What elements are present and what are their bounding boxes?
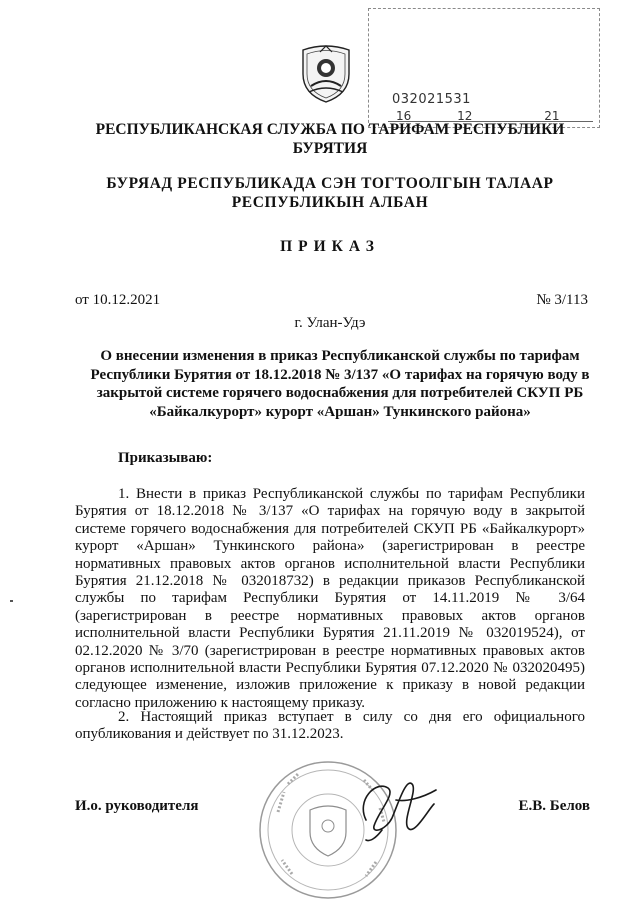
registration-day: 16 (396, 109, 412, 123)
order-date: от 10.12.2021 (75, 292, 161, 308)
agency-name-bua-line1: БУРЯАД РЕСПУБЛИКАДА СЭН ТОГТООЛГЫН ТАЛААР (106, 175, 554, 192)
registration-year: 21 (544, 109, 560, 123)
handwritten-signature (336, 760, 454, 845)
registration-month: 12 (457, 109, 473, 123)
registration-number: 032021531 (392, 92, 471, 107)
paragraph-1: 1. Внести в приказ Республиканской службы по тарифам Республики Бурятия от 18.12.2018 № 3/137 «О тарифах на горячую воду в закрытой системе горячего водоснабжения для потребителей СКУП РБ «Байкалкурорт» курорт «Аршан» Тункинского района» (зарегистрирован в реестре нормативных правовых актов органов исполнительной власти Республики Бурятия 21.12.2018 № 032018732) в редакции приказов Республиканской службы по тарифам Республики Бурятия от 14.11.2019 № 3/64 (зарегистрирован в реестре нормативных правовых актов органов исполнительной власти Республики Бурятия 21.11.2019 № 032019524), от 02.12.2020 № 3/70 (зарегистрирован в реестре нормативных правовых актов органов исполнительной власти Республики Бурятия 07.12.2020 № 032020495) следующее изменение, изложив приложение к приказу в новой редакции согласно приложению к настоящему приказу. (75, 486, 585, 711)
order-directive: Приказываю: (118, 450, 213, 466)
order-city: г. Улан-Удэ (294, 315, 366, 331)
coat-of-arms-icon (297, 42, 355, 104)
subject-line4: «Байкалкурорт» курорт «Аршан» Тункинского района» (149, 403, 531, 420)
order-title: ПРИКАЗ (280, 238, 380, 255)
margin-mark (10, 600, 13, 602)
subject-line1: О внесении изменения в приказ Республиканской службы по тарифам (100, 348, 580, 364)
agency-name-buryat (60, 174, 600, 212)
signatory-name: Е.В. Белов (518, 798, 590, 814)
order-subject (80, 347, 600, 421)
order-number: № 3/113 (536, 292, 588, 308)
paragraph-2: 2. Настоящий приказ вступает в силу со дня его официального опубликования и действует по 31.12.2023. (75, 709, 585, 743)
agency-name-russian (60, 120, 600, 158)
subject-line2: Республики Бурятия от 18.12.2018 № 3/137 «О тарифах на горячую воду в (90, 366, 590, 383)
signatory-role: И.о. руководителя (75, 798, 199, 814)
subject-line3: закрытой системе горячего водоснабжения для потребителей СКУП РБ (96, 385, 584, 401)
agency-name-bua-line2: РЕСПУБЛИКЫН АЛБАН (231, 194, 429, 211)
agency-name-ru-line2: БУРЯТИЯ (292, 140, 368, 157)
agency-name-ru-line1: РЕСПУБЛИКАНСКАЯ СЛУЖБА ПО ТАРИФАМ РЕСПУБЛИКИ (95, 121, 565, 138)
